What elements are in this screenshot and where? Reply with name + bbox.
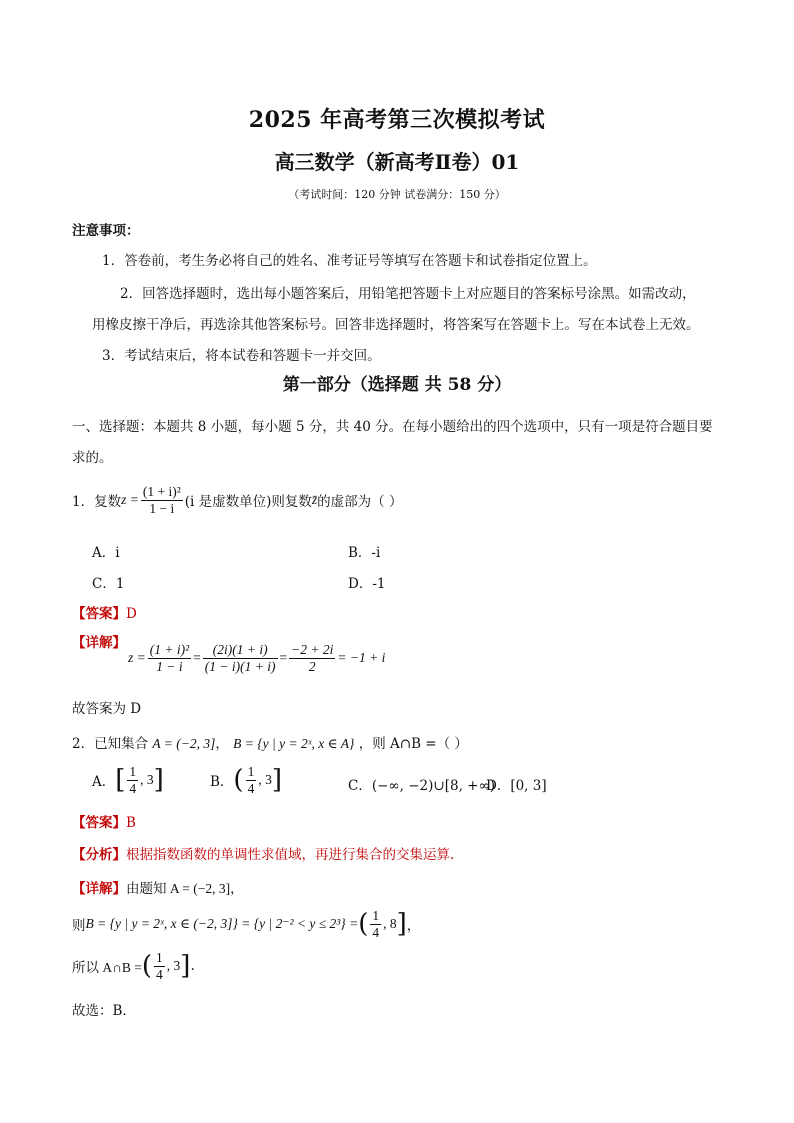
q1-conclusion: 故答案为 D: [72, 701, 142, 717]
q2-answer-line: [72, 811, 136, 831]
notes-item-2-line2: 用橡皮擦干净后，再选涂其他答案标号。回答非选择题时，将答案写在答题卡上。写在本试卷上无效。: [92, 317, 700, 333]
q2-analysis-tag: 【分析】: [72, 847, 126, 863]
q2-opt-b-frac: [246, 764, 257, 796]
q2-opt-b-tail: , 3: [258, 772, 272, 788]
q2-separator: ，: [215, 736, 229, 752]
q2-opt-b-den: 4: [247, 780, 255, 796]
q2-step3-prefix: 所以 A∩B =: [72, 960, 142, 976]
q2-opt-b-label: B．: [210, 774, 234, 791]
q1-sol-frac-3: [289, 642, 335, 674]
q1-prefix: 1．复数: [72, 494, 122, 511]
q1-sol-frac-2: [203, 642, 278, 674]
notes-item-3: 3．考试结束后，将本试卷和答题卡一并交回。: [102, 348, 381, 364]
q1-sol-f1-den: 1 − i: [156, 658, 183, 674]
page-title: 2025 年高考第三次模拟考试: [248, 107, 546, 133]
q1-sol-f2-den: (1 − i)(1 + i): [204, 658, 276, 674]
notes-item-1: 1．答卷前，考生务必将自己的姓名、准考证号等填写在答题卡和试卷指定位置上。: [102, 253, 597, 269]
q1-option-b: B．-i: [348, 545, 381, 561]
q2-prefix: 2．已知集合: [72, 736, 149, 752]
q2-set-a: A = (−2, 3]: [152, 736, 216, 751]
q2-step2-frac: [370, 908, 381, 940]
q1-option-d: D．-1: [348, 576, 386, 592]
q2-step3-frac: [154, 950, 165, 982]
q2-step-3: 所以 A∩B = ( $\frac{1}{4}$ , 3 ] .: [72, 950, 195, 982]
q1-sol-f1-num: (1 + i)²: [149, 642, 190, 657]
q2-step3-end: .: [190, 958, 195, 975]
q1-sol-f2-num: (2i)(1 + i): [203, 642, 278, 659]
q1-suffix: 的虚部为（ ）: [317, 494, 403, 511]
q2-step3-num: 1: [156, 950, 163, 965]
q1-detail-tag: 【详解】: [72, 635, 126, 651]
q1-solution: z = $\frac{\text{(1 + i)²}}{1 - i}$ = $\frac{(2i)(1 + i)}{(1 - i)(1 + i)}$ = $\frac{-2 + 2i}{2}$ = −1 + i: [128, 642, 386, 674]
q1-frac-num: (1 + i)²: [142, 484, 181, 499]
page-subtitle: 高三数学（新高考Ⅱ卷）01: [274, 150, 520, 174]
q1-answer-tag: 【答案】: [72, 606, 126, 622]
q2-opt-b-num: 1: [247, 764, 255, 779]
section-intro-line1: 一、选择题：本题共 8 小题，每小题 5 分，共 40 分。在每小题给出的四个选项中，只有一项是符合题目要: [72, 419, 713, 435]
q1-frac-den: 1 − i: [149, 500, 175, 516]
q1-z-eq: z =: [121, 492, 139, 508]
q2-answer-value: B: [126, 815, 136, 831]
q2-opt-a-label: A．: [92, 774, 116, 791]
q1-sol-f3-num: −2 + 2i: [291, 642, 334, 657]
q2-step3-den: 4: [156, 966, 163, 982]
q2-detail-tag: 【详解】: [72, 881, 126, 897]
q1-fraction: [141, 484, 183, 516]
q2-step2-num: 1: [372, 908, 380, 923]
q2-opt-a-den: 4: [129, 780, 137, 796]
question-1-stem: [72, 484, 402, 516]
q2-answer-tag: 【答案】: [72, 815, 126, 831]
q1-option-a: A．i: [92, 545, 120, 561]
q2-analysis-line: [72, 843, 454, 863]
q2-step3-tail: , 3: [166, 958, 181, 974]
q1-sol-f3-den: 2: [308, 658, 316, 674]
q2-detail-line: [72, 877, 244, 897]
exam-info: （考试时间：120 分钟 试卷满分：150 分）: [288, 188, 506, 201]
q2-step2-end: ，: [406, 918, 421, 935]
q2-option-d: D．[0, 3]: [486, 778, 547, 794]
q2-set-b: B = {y | y = 2ˣ, x ∈ A}: [233, 736, 355, 751]
q2-detail-text: 由题知 A = (−2, 3]，: [126, 881, 244, 896]
q2-opt-a-frac: [127, 764, 138, 796]
q1-zbar: z̄: [311, 492, 318, 508]
q2-question: ，则 A∩B =（ ）: [358, 736, 468, 752]
q2-opt-a-num: 1: [129, 764, 137, 779]
q2-step-2: 则 B = {y | y = 2ˣ, x ∈ (−2, 3]} = {y | 2⁻² < y ≤ 2³} = ( $\frac{1}{4}$ , 8 ] ，: [72, 908, 421, 940]
notes-heading: 注意事项：: [72, 223, 140, 239]
q1-sol-lhs: z =: [128, 650, 146, 666]
q2-analysis-text: 根据指数函数的单调性求值域，再进行集合的交集运算.: [126, 847, 455, 863]
q2-step2-expr: B = {y | y = 2ˣ, x ∈ (−2, 3]} = {y | 2⁻² < y ≤ 2³} =: [85, 916, 359, 932]
q2-opt-a-tail: , 3: [140, 772, 154, 788]
q1-answer-line: [72, 602, 137, 622]
q2-step2-prefix: 则: [72, 918, 86, 935]
question-2-stem: [72, 732, 468, 752]
q2-final: 故选：B．: [72, 1003, 136, 1019]
q1-answer-value: D: [126, 606, 137, 622]
q1-sol-result: = −1 + i: [337, 650, 386, 666]
q1-middle: (i 是虚数单位)则复数: [184, 494, 312, 511]
section-intro-line2: 求的。: [72, 450, 113, 466]
section-title: 第一部分（选择题 共 58 分）: [282, 375, 512, 395]
q2-step2-tail: , 8: [383, 916, 397, 932]
q2-option-a: A． [ $\frac{1}{4}$ , 3 ]: [92, 764, 164, 796]
q1-sol-frac-1: [148, 642, 191, 674]
notes-item-2-line1: 2．回答选择题时，选出每小题答案后，用铅笔把答题卡上对应题目的答案标号涂黑。如需改动，: [120, 286, 696, 302]
q2-option-c: C．(−∞, −2)∪[8, +∞): [348, 778, 495, 794]
q2-step2-den: 4: [372, 924, 380, 940]
q1-option-c: C．1: [92, 576, 125, 592]
q2-option-b: B． ( $\frac{1}{4}$ , 3 ]: [210, 764, 282, 796]
